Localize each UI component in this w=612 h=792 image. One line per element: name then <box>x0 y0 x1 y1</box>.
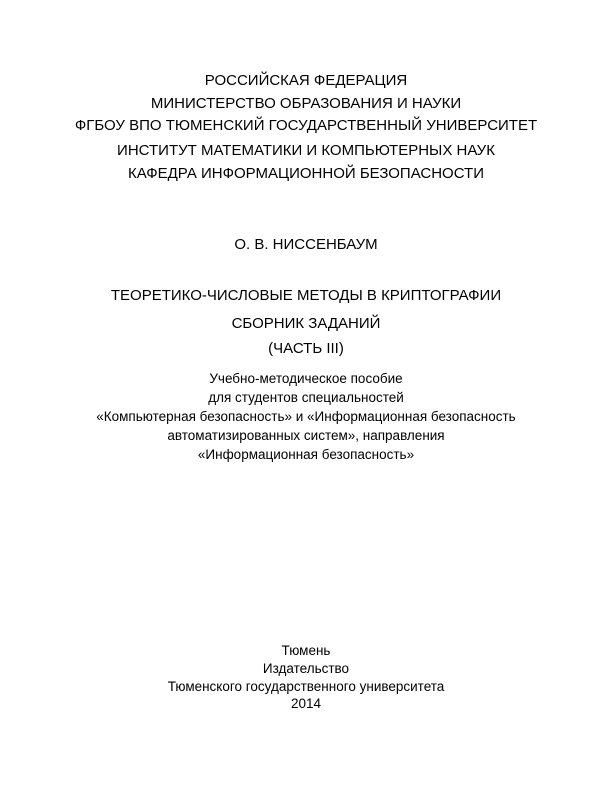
description-line: автоматизированных систем», направления <box>167 428 445 443</box>
book-subtitle: СБОРНИК ЗАДАНИЙ <box>231 315 381 332</box>
institute-heading: ИНСТИТУТ МАТЕМАТИКИ И КОМПЬЮТЕРНЫХ НАУК <box>117 142 495 159</box>
description-line: «Информационная безопасность» <box>197 447 415 462</box>
description-line: «Компьютерная безопасность» и «Информационная безопасность <box>96 409 516 424</box>
book-title: ТЕОРЕТИКО-ЧИСЛОВЫЕ МЕТОДЫ В КРИПТОГРАФИИ <box>110 287 502 304</box>
author-name: О. В. НИССЕНБАУМ <box>234 236 378 253</box>
imprint-city: Тюмень <box>281 643 331 658</box>
description-line: Учебно-методическое пособие <box>209 371 403 386</box>
imprint-publisher: Тюменского государственного университета <box>167 679 445 694</box>
country-heading: РОССИЙСКАЯ ФЕДЕРАЦИЯ <box>204 72 408 89</box>
description-line: для студентов специальностей <box>208 390 404 405</box>
university-heading: ФГБОУ ВПО ТЮМЕНСКИЙ ГОСУДАРСТВЕННЫЙ УНИВЕРСИТЕТ <box>74 117 538 134</box>
imprint-publisher-label: Издательство <box>262 661 350 676</box>
imprint-year: 2014 <box>290 696 322 711</box>
department-heading: КАФЕДРА ИНФОРМАЦИОННОЙ БЕЗОПАСНОСТИ <box>128 165 484 182</box>
book-part: (ЧАСТЬ III) <box>268 340 344 357</box>
ministry-heading: МИНИСТЕРСТВО ОБРАЗОВАНИЯ И НАУКИ <box>150 95 462 112</box>
